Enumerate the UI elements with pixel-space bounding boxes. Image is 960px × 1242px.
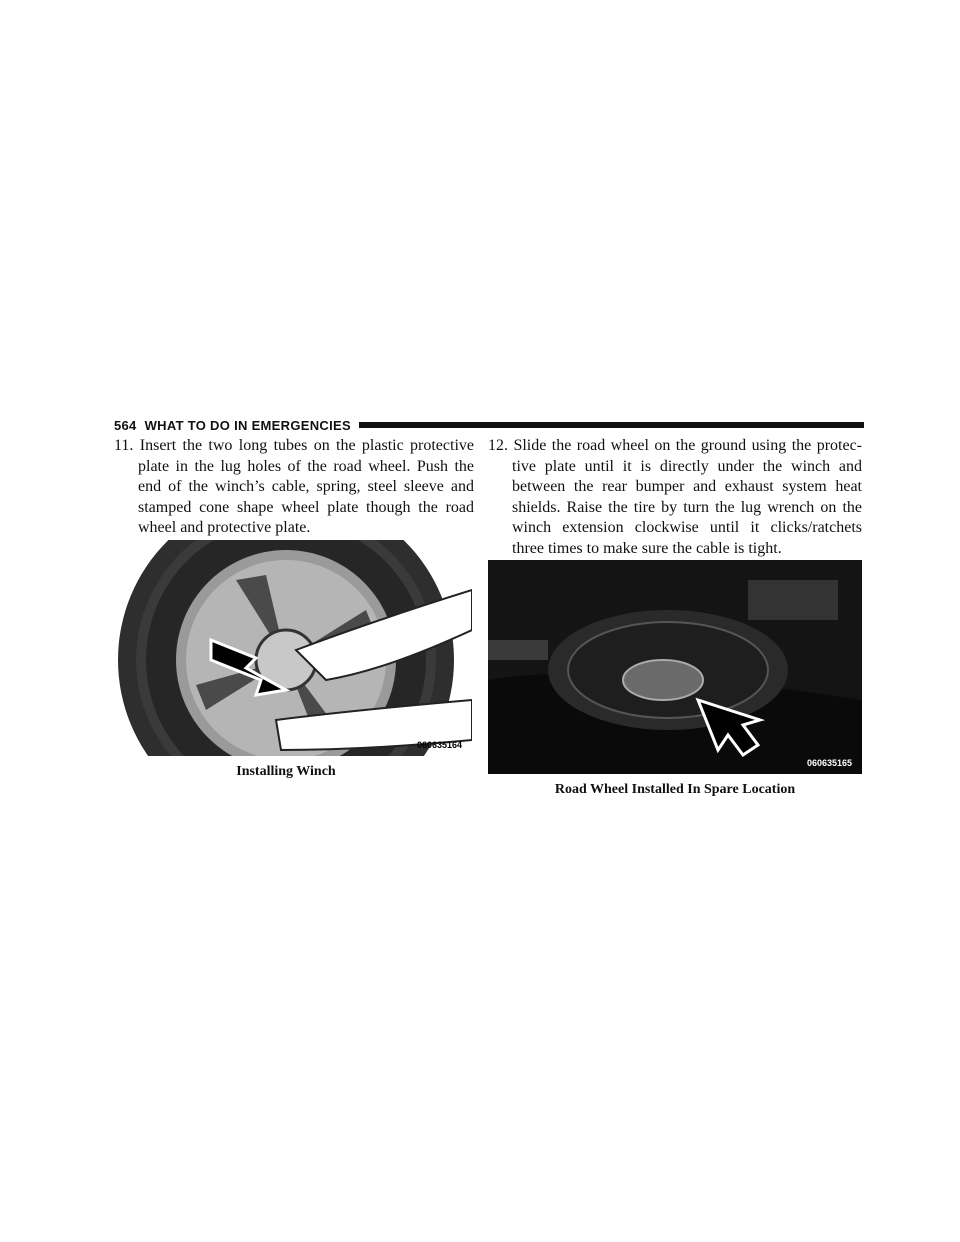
- section-title: WHAT TO DO IN EMERGENCIES: [144, 417, 351, 433]
- step-11-number: 11.: [114, 437, 134, 454]
- step-12: [488, 436, 862, 559]
- step-12-text: [488, 436, 862, 559]
- step-12-body: Slide the road wheel on the ground using the protec-tive plate until it is directly under the winch and between the rear bumper and exhaust system heat shields. Raise the tire by turn the lug wrench on the winch extension clockwise until it clicks/ratchets three times to make sure the cable is tight.: [512, 437, 862, 557]
- figure-code: 060635164: [416, 740, 462, 750]
- step-11-text: [114, 436, 474, 539]
- figure-caption: Road Wheel Installed In Spare Location: [554, 782, 796, 797]
- figure-spare-location: [488, 560, 862, 774]
- header-rule: [359, 422, 864, 428]
- tire-illustration: [116, 540, 472, 756]
- figure-code: 060635165: [806, 758, 852, 768]
- step-11: [114, 436, 474, 539]
- figure-caption: Installing Winch: [236, 764, 336, 779]
- step-12-number: 12.: [488, 437, 508, 454]
- figure-installing-winch: [116, 540, 472, 756]
- page-header: [114, 416, 864, 434]
- step-11-body: Insert the two long tubes on the plastic protective plate in the lug holes of the road wheel. Push the end of the winch’s cable, spring, steel sleeve and stamped cone shape wheel plate though the road wheel and protective plate.: [138, 437, 475, 536]
- page-number: 564: [114, 417, 137, 433]
- undercarriage-illustration: [488, 560, 862, 774]
